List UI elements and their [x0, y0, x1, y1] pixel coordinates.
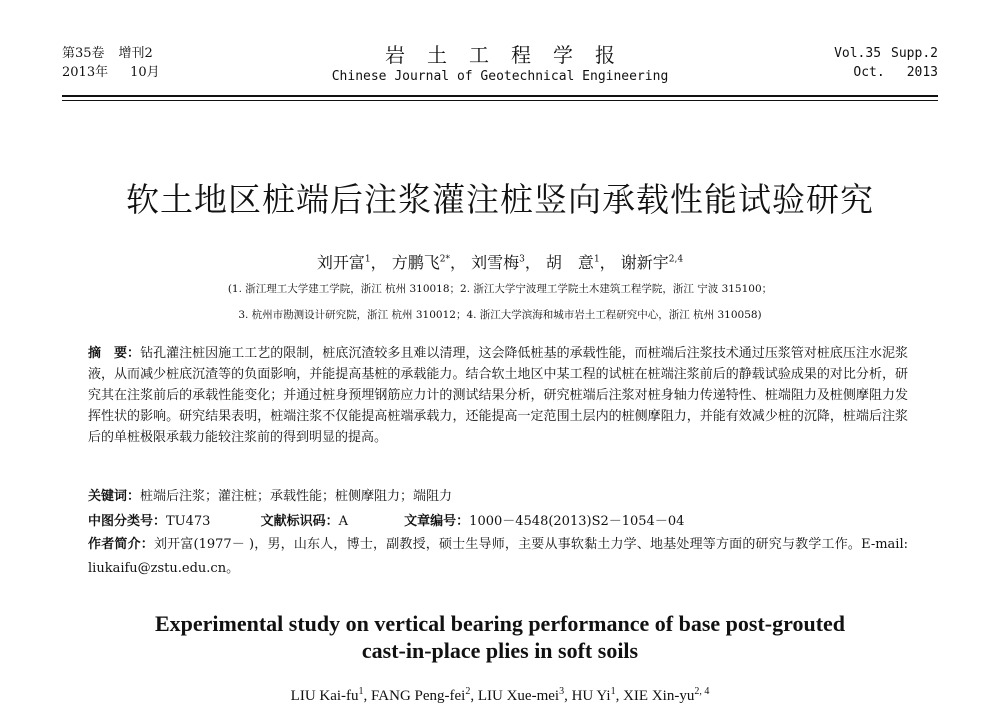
- author-en: HU Yi$^1$: [571, 686, 616, 704]
- classification-row: [88, 511, 908, 532]
- keywords-cn: [88, 486, 908, 507]
- supplement-en: Supp.2: [891, 46, 938, 61]
- month-en: Oct.: [853, 65, 885, 80]
- supplement-cn: 增刊2: [118, 46, 153, 61]
- year-cn: 2013年: [62, 65, 109, 80]
- author-cn: 刘雪梅$^3$: [471, 253, 525, 272]
- journal-title-en: Chinese Journal of Geotechnical Engineering: [331, 69, 669, 84]
- bio-label: 作者简介：: [88, 537, 154, 552]
- author-en: LIU Kai-$fu^1$: [290, 686, 364, 704]
- title-en-line-2: cast-in-place plies in soft soils: [361, 638, 639, 663]
- author-en: LIU Xue-mei$^3$: [477, 686, 565, 704]
- abstract-label: 摘 要：: [88, 346, 141, 361]
- author-en: XIE Xin-yu$^{2, 4}$: [623, 686, 710, 704]
- abstract-text: 钻孔灌注桩因施工工艺的限制，桩底沉渣较多且难以清理，这会降低桩基的承载性能，而桩端后注浆技术通过压浆管对桩底压注水泥浆液，从而减少桩底沉渣等的负面影响，并能提高基桩的承载能力。结合软土地区中某工程的试桩在桩端注浆前后的静载试验成果的对比分析，研究其在注浆前后的承载性能变化；并通过桩身预埋钢筋应力计的测试结果分析，研究桩端后注浆对桩身轴力传递特性、桩端阻力及桩侧摩阻力发挥性状的影响。研究结果表明，桩端注浆不仅能提高桩端承载力，还能提高一定范围土层内的桩侧摩阻力，并能有效减少桩的沉降，桩端后注浆后的单桩极限承载力能较注浆前的得到明显的提高。: [88, 346, 908, 445]
- header-rule-thin: [62, 100, 938, 101]
- affiliation-line-2: 3. 杭州市勘测设计研究院，浙江 杭州 310012；4. 浙江大学滨海和城市岩土工程研究中心，浙江 杭州 310058): [238, 309, 762, 321]
- paper-title-en: [60, 610, 940, 664]
- month-cn: 10月: [130, 65, 160, 80]
- title-en-line-1: Experimental study on vertical bearing performance of base post-grouted: [154, 611, 846, 636]
- journal-title-cn: 岩土工程学报: [385, 43, 637, 67]
- keywords-label: 关键词：: [88, 489, 141, 504]
- affiliation-line-1: (1. 浙江理工大学建工学院，浙江 杭州 310018；2. 浙江大学宁波理工学院土木建筑工程学院，浙江 宁波 315100；: [227, 283, 773, 295]
- abstract-cn: [88, 343, 908, 448]
- author-cn: 谢新宇$^{2,4}$: [620, 253, 684, 272]
- volume-en: Vol.35: [834, 46, 882, 61]
- author-en: FANG Peng-fei$^2$: [371, 686, 471, 704]
- journal-title-block: [62, 44, 938, 87]
- journal-header: [62, 44, 938, 94]
- header-rule-thick: [62, 95, 938, 97]
- document-code: 文献标识码：A: [260, 514, 349, 529]
- year-en: 2013: [906, 65, 938, 80]
- author-cn: 胡 意$^1$: [545, 253, 600, 272]
- author-list-cn: 刘开富$^1$， 方鹏飞$^{2*}$， 刘雪梅$^3$， 胡 意$^1$， 谢新宇$^{2,4}$: [316, 253, 684, 272]
- author-bio: [88, 533, 908, 581]
- author-list-en: LIU Kai-$fu^1$, FANG Peng-fei$^2$, LIU Xue-mei$^3$, HU Yi$^1$, XIE Xin-yu$^{2, 4}$: [290, 686, 710, 704]
- author-cn: 刘开富$^1$: [316, 253, 371, 272]
- article-number: 文章编号：1000－4548(2013)S2－1054－04: [404, 514, 685, 529]
- volume-cn: 第35卷: [62, 46, 105, 61]
- clc-number: 中图分类号：TU473: [88, 514, 211, 529]
- author-cn: 方鹏飞$^{2*}$: [391, 253, 450, 272]
- header-issue-en: [834, 44, 938, 82]
- paper-title-cn: 软土地区桩端后注浆灌注桩竖向承载性能试验研究: [126, 180, 874, 219]
- bio-text: 刘开富(1977－ )，男，山东人，博士，副教授，硕士生导师，主要从事软黏土力学、地基处理等方面的研究与教学工作。E-mail: liukaifu@zstu.edu.cn。: [88, 537, 908, 576]
- keywords-text: 桩端后注浆；灌注桩；承载性能；桩侧摩阻力；端阻力: [140, 489, 453, 504]
